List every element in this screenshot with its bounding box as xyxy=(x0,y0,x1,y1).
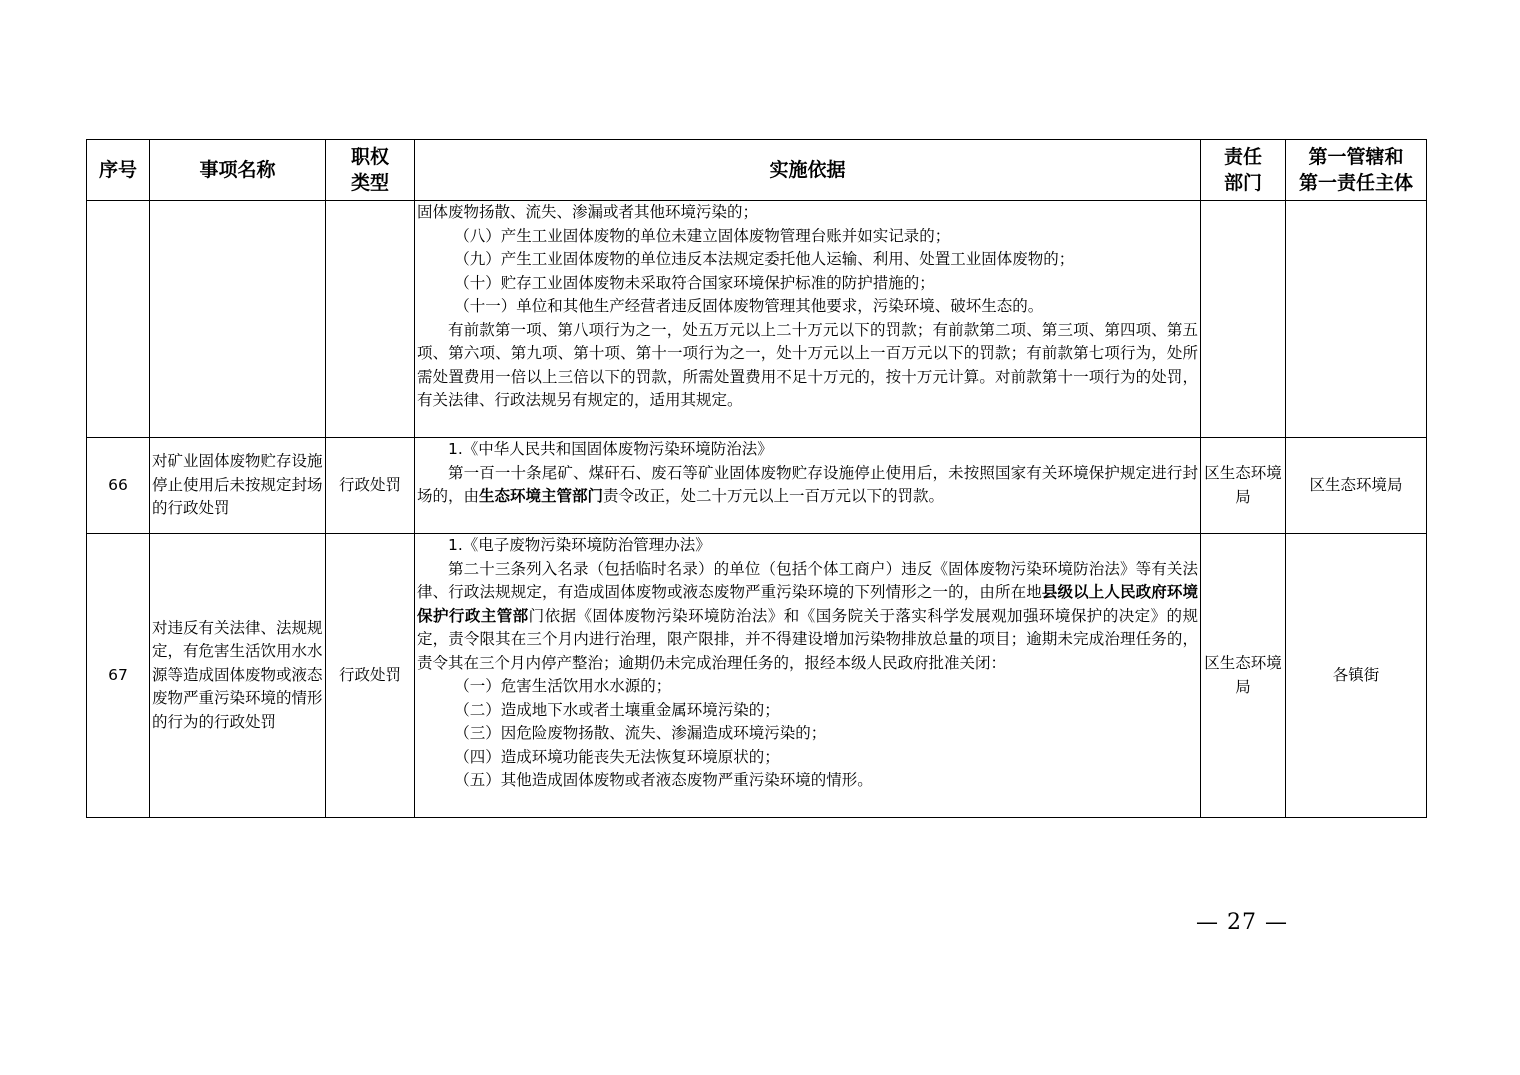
basis-text: 第一百一十条尾矿、煤矸石、废石等矿业固体废物贮存设施停止使用后，未按照国家有关环境保护规定进行封场的，由 xyxy=(417,463,1198,505)
row-basis-cell xyxy=(415,534,1201,818)
cont-name-cell xyxy=(150,201,326,438)
basis-paragraph xyxy=(417,558,1198,676)
header-dept-line2: 部门 xyxy=(1223,172,1262,194)
enforcement-table xyxy=(86,139,1427,818)
basis-line: 固体废物扬散、流失、渗漏或者其他环境污染的； xyxy=(417,203,759,221)
row-type: 行政处罚 xyxy=(326,438,415,534)
row-subject: 区生态环境局 xyxy=(1286,438,1427,534)
table-row xyxy=(87,438,1427,534)
basis-text: 责令改正，处二十万元以上一百万元以下的罚款。 xyxy=(603,487,945,505)
cont-type-cell xyxy=(326,201,415,438)
basis-item: （一）危害生活饮用水水源的； xyxy=(454,677,672,695)
cont-dept-cell xyxy=(1201,201,1286,438)
table-row xyxy=(87,201,1427,438)
header-subject xyxy=(1286,140,1427,201)
row-basis-cell xyxy=(415,438,1201,534)
row-item-name: 对矿业固体废物贮存设施停止使用后未按规定封场的行政处罚 xyxy=(150,438,326,534)
header-subject-line2: 第一责任主体 xyxy=(1298,172,1413,194)
basis-line: （八）产生工业固体废物的单位未建立固体废物管理台账并如实记录的； xyxy=(454,226,951,245)
basis-item: （四）造成环境功能丧失无法恢复环境原状的； xyxy=(454,747,780,766)
basis-paragraph: 有前款第一项、第八项行为之一，处五万元以上二十万元以下的罚款；有前款第二项、第三项、第四项、第五项、第六项、第九项、第十项、第十一项行为之一，处十万元以上一百万元以下的罚款；有前款第七项行为，处所需处置费用一倍以上三倍以下的罚款，所需处置费用不足十万元的，按十万元计算。对前款第十一项行为的处罚，有关法律、行政法规另有规定的，适用其规定。 xyxy=(417,320,1198,409)
row-seq: 66 xyxy=(87,438,150,534)
header-type-line2: 类型 xyxy=(350,172,389,194)
basis-line: （十一）单位和其他生产经营者违反固体废物管理其他要求，污染环境、破坏生态的。 xyxy=(454,297,1044,315)
basis-item: （五）其他造成固体废物或者液态废物严重污染环境的情形。 xyxy=(454,771,873,789)
cont-basis-cell xyxy=(415,201,1201,438)
row-item-name: 对违反有关法律、法规规定，有危害生活饮用水水源等造成固体废物或液态废物严重污染环境的情形的行为的行政处罚 xyxy=(150,534,326,818)
header-dept-line1: 责任 xyxy=(1223,146,1262,168)
basis-paragraph xyxy=(417,462,1198,509)
row-type: 行政处罚 xyxy=(326,534,415,818)
header-type xyxy=(326,140,415,201)
basis-text: 第二十三条列入名录（包括临时名录）的单位（包括个体工商户）违反《固体废物污染环境防治法》等有关法律、行政法规规定，有造成固体废物或液态废物严重污染环境的下列情形之一的，由所在地 xyxy=(417,559,1198,601)
row-seq: 67 xyxy=(87,534,150,818)
row-dept: 区生态环境局 xyxy=(1201,438,1286,534)
table-row xyxy=(87,534,1427,818)
cont-subject-cell xyxy=(1286,201,1427,438)
header-seq: 序号 xyxy=(87,140,150,201)
row-dept: 区生态环境局 xyxy=(1201,534,1286,818)
row-subject: 各镇街 xyxy=(1286,534,1427,818)
header-subject-line1: 第一管辖和 xyxy=(1308,146,1404,168)
page-number: — 27 — xyxy=(1196,910,1288,935)
basis-item: （二）造成地下水或者土壤重金属环境污染的； xyxy=(454,700,780,719)
basis-bold-text: 生态环境主管部门 xyxy=(479,487,604,505)
basis-text: 门依据《固体废物污染环境防治法》和《国务院关于落实科学发展观加强环境保护的决定》的规定，责令限其在三个月内进行治理，限产限排，并不得建设增加污染物排放总量的项目；逾期未完成治理任务的，责令其在三个月内停产整治；逾期仍未完成治理任务的，报经本级人民政府批准关闭： xyxy=(417,606,1198,672)
header-dept xyxy=(1201,140,1286,201)
basis-bold-text: 县级以上人民政府环境保护行政主管部 xyxy=(417,583,1198,625)
header-type-line1: 职权 xyxy=(350,146,389,168)
basis-item: （三）因危险废物扬散、流失、渗漏造成环境污染的； xyxy=(454,724,827,742)
basis-law-title: 1.《电子废物污染环境防治管理办法》 xyxy=(448,536,711,554)
basis-law-title: 1.《中华人民共和国固体废物污染环境防治法》 xyxy=(448,440,773,458)
basis-line: （十）贮存工业固体废物未采取符合国家环境保护标准的防护措施的； xyxy=(454,273,935,292)
cont-seq-cell xyxy=(87,201,150,438)
table-header-row xyxy=(87,140,1427,201)
header-basis: 实施依据 xyxy=(415,140,1201,201)
header-name: 事项名称 xyxy=(150,140,326,201)
basis-line: （九）产生工业固体废物的单位违反本法规定委托他人运输、利用、处置工业固体废物的； xyxy=(454,250,1075,268)
